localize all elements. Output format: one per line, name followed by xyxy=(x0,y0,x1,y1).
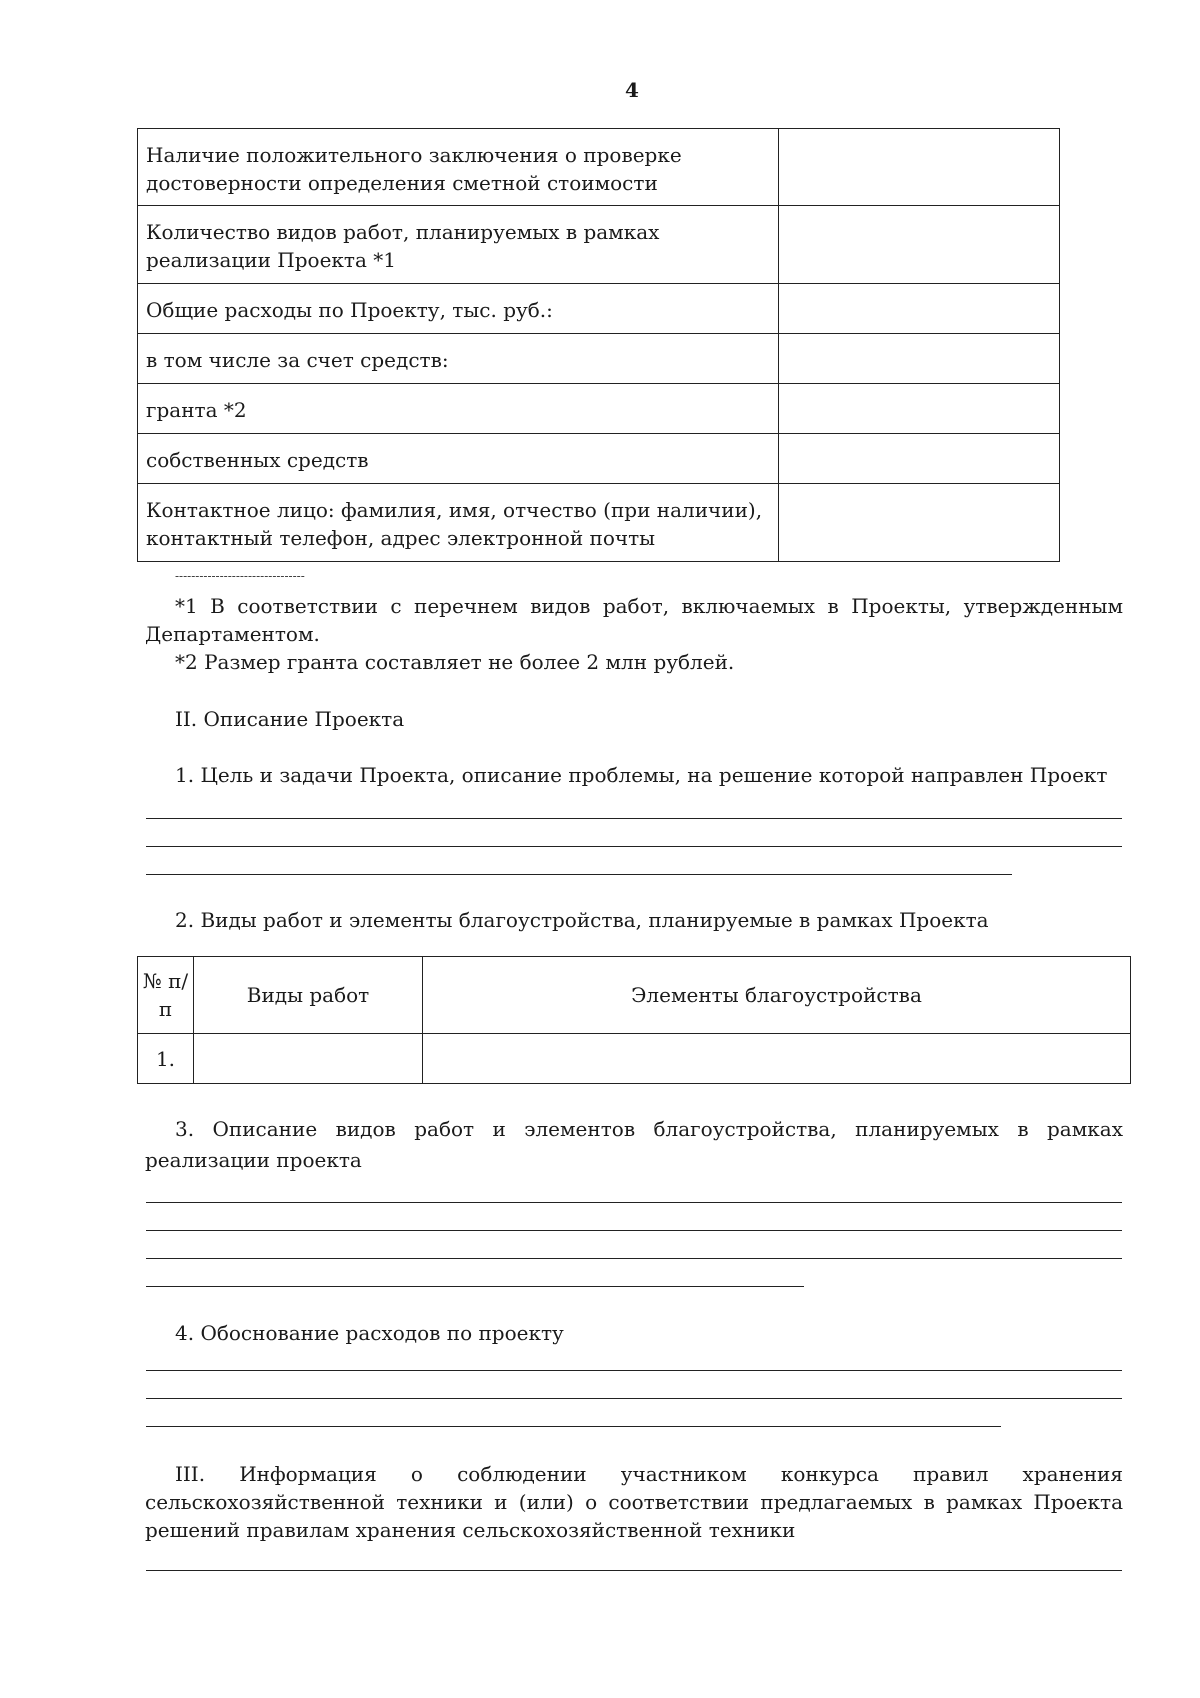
answer-line[interactable] xyxy=(146,1258,1122,1259)
section-2-item-2: 2. Виды работ и элементы благоустройства, планируемые в рамках Проекта xyxy=(175,908,989,932)
table-row xyxy=(138,484,1060,562)
answer-line[interactable] xyxy=(146,1202,1122,1203)
section-2-heading: II. Описание Проекта xyxy=(175,707,405,731)
row-value-cell[interactable] xyxy=(778,434,1059,484)
row-label: Количество видов работ, планируемых в рамках реализации Проекта *1 xyxy=(138,206,779,284)
section-3-line-2: сельскохозяйственной техники и (или) о соответствии предлагаемых в рамках Проекта xyxy=(145,1490,1123,1514)
row-label: в том числе за счет средств: xyxy=(138,334,779,384)
answer-line[interactable] xyxy=(146,1370,1122,1371)
section-2-item-3-line-2: реализации проекта xyxy=(145,1148,362,1172)
footnote-1-line-2: Департаментом. xyxy=(145,622,320,646)
table-row xyxy=(138,129,1060,206)
row-value-cell[interactable] xyxy=(778,206,1059,284)
answer-line[interactable] xyxy=(146,874,1012,875)
footnote-1-line-1: *1 В соответствии с перечнем видов работ, включаемых в Проекты, утвержденным xyxy=(175,594,1123,618)
section-2-item-4: 4. Обоснование расходов по проекту xyxy=(175,1321,564,1345)
answer-line[interactable] xyxy=(146,1426,1001,1427)
answer-line[interactable] xyxy=(146,818,1122,819)
cell-work-type[interactable] xyxy=(194,1034,423,1084)
summary-table xyxy=(137,128,1060,562)
row-label: Общие расходы по Проекту, тыс. руб.: xyxy=(138,284,779,334)
table-row xyxy=(138,334,1060,384)
answer-line[interactable] xyxy=(146,1398,1122,1399)
section-3-line-1: III. Информация о соблюдении участником конкурса правил хранения xyxy=(175,1462,1123,1486)
answer-line[interactable] xyxy=(146,1230,1122,1231)
table-row xyxy=(138,284,1060,334)
table-row xyxy=(138,384,1060,434)
row-value-cell[interactable] xyxy=(778,334,1059,384)
section-2-item-3-line-1: 3. Описание видов работ и элементов благоустройства, планируемых в рамках xyxy=(175,1117,1123,1141)
answer-line[interactable] xyxy=(146,846,1122,847)
cell-number: 1. xyxy=(138,1034,194,1084)
table-row xyxy=(138,434,1060,484)
header-work-types: Виды работ xyxy=(194,957,423,1034)
row-label: Наличие положительного заключения о проверке достоверности определения сметной стоимости xyxy=(138,129,779,206)
row-value-cell[interactable] xyxy=(778,284,1059,334)
row-label: собственных средств xyxy=(138,434,779,484)
answer-line[interactable] xyxy=(146,1286,804,1287)
row-value-cell[interactable] xyxy=(778,129,1059,206)
section-3-line-3: решений правилам хранения сельскохозяйственной техники xyxy=(145,1518,796,1542)
header-number: № п/п xyxy=(138,957,194,1034)
section-2-item-1: 1. Цель и задачи Проекта, описание проблемы, на решение которой направлен Проект xyxy=(175,763,1108,787)
works-table xyxy=(137,956,1131,1084)
footnote-2: *2 Размер гранта составляет не более 2 млн рублей. xyxy=(175,650,735,674)
table-row xyxy=(138,1034,1131,1084)
header-elements: Элементы благоустройства xyxy=(423,957,1131,1034)
row-label: гранта *2 xyxy=(138,384,779,434)
footnote-separator: -------------------------------- xyxy=(175,569,305,583)
row-label: Контактное лицо: фамилия, имя, отчество (при наличии), контактный телефон, адрес электронной почты xyxy=(138,484,779,562)
row-value-cell[interactable] xyxy=(778,384,1059,434)
cell-element[interactable] xyxy=(423,1034,1131,1084)
table-header-row xyxy=(138,957,1131,1034)
answer-line[interactable] xyxy=(146,1570,1122,1571)
table-row xyxy=(138,206,1060,284)
row-value-cell[interactable] xyxy=(778,484,1059,562)
page-number: 4 xyxy=(625,78,639,102)
